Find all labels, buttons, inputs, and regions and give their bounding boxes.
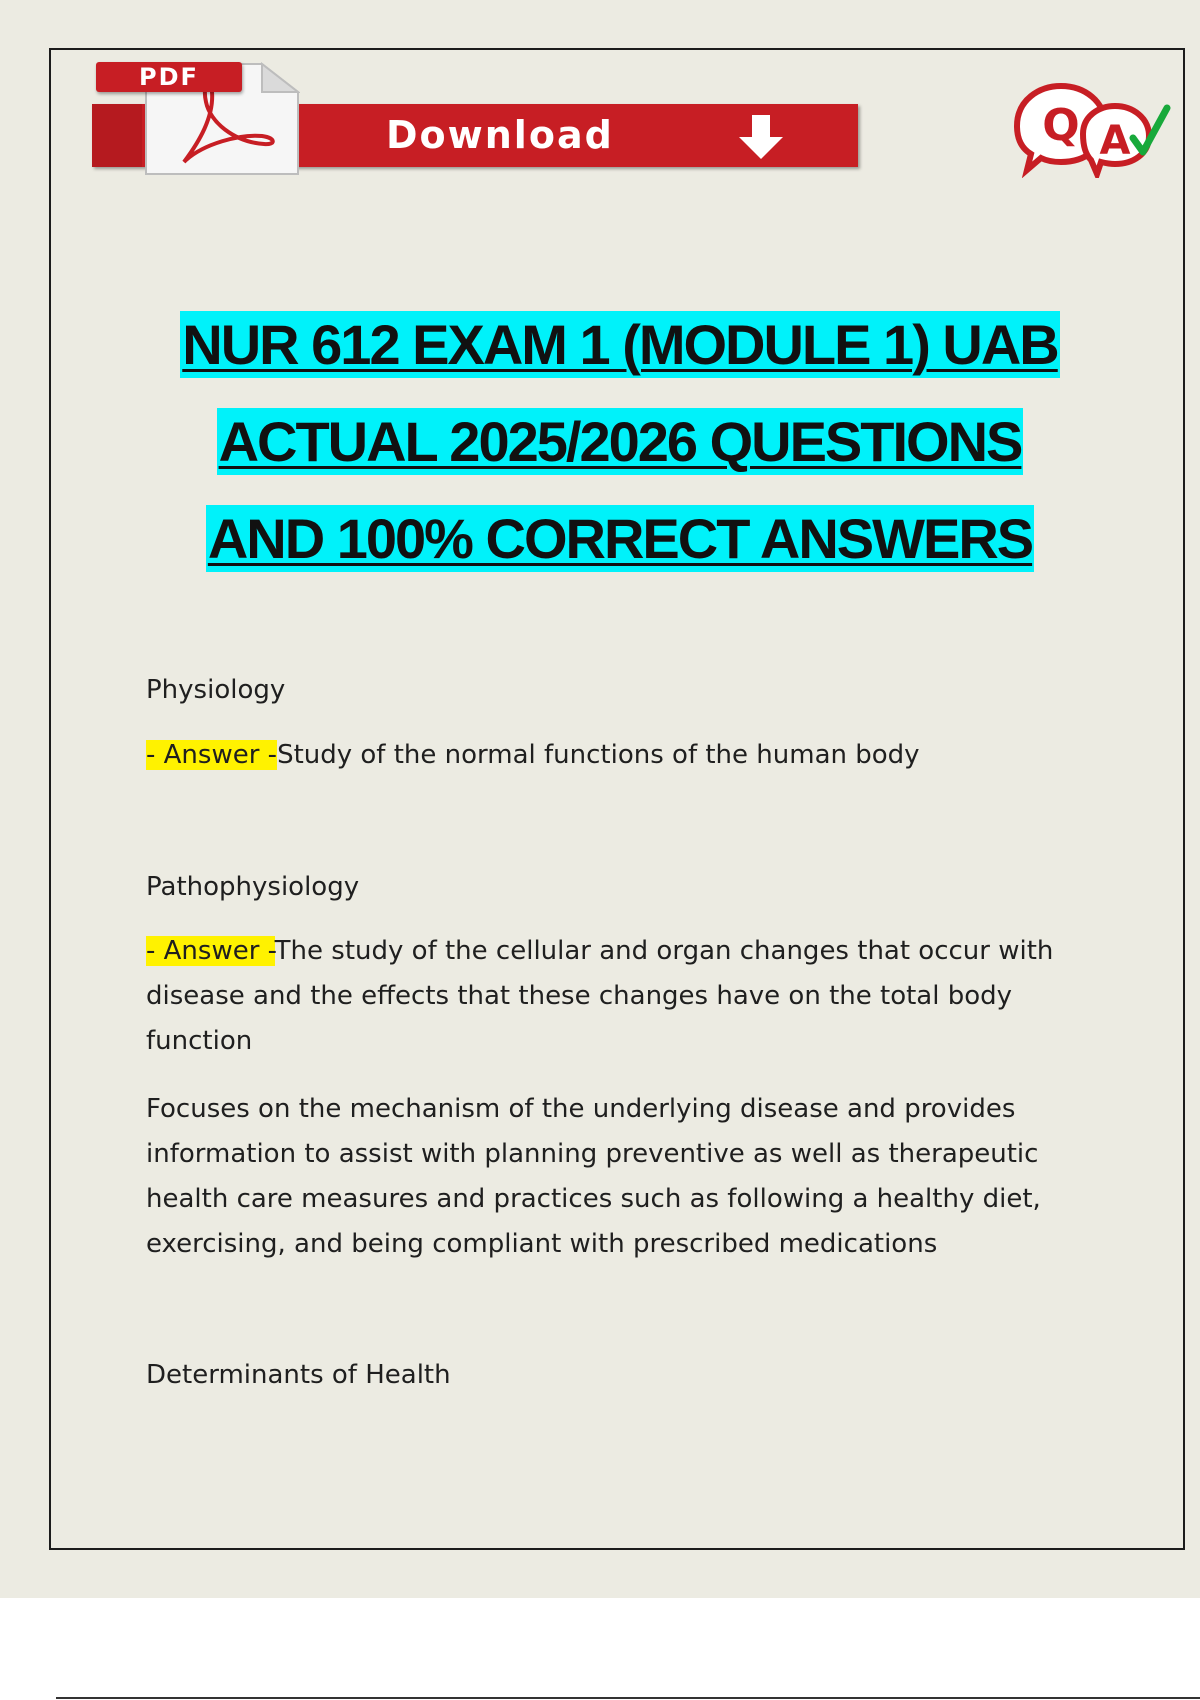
answer-text: The study of the cellular and organ changes that occur with disease and the effects that these changes have on the total body function: [146, 936, 1054, 1056]
title-line-3: AND 100% CORRECT ANSWERS: [207, 507, 1033, 570]
qa-logo-icon: [1005, 78, 1173, 178]
answer-physiology: [146, 733, 1086, 778]
answer-prefix: - Answer -: [146, 936, 275, 966]
term-pathophysiology: Pathophysiology: [146, 872, 360, 902]
term-determinants-of-health: Determinants of Health: [146, 1360, 451, 1390]
term-physiology: Physiology: [146, 675, 286, 705]
download-banner-edge: [92, 104, 142, 167]
answer-text: Study of the normal functions of the human body: [277, 740, 920, 770]
document-title: [0, 296, 1200, 587]
answer-pathophysiology: [146, 929, 1086, 1064]
answer-prefix: - Answer -: [146, 740, 278, 770]
title-line-1: NUR 612 EXAM 1 (MODULE 1) UAB: [182, 313, 1058, 376]
document-frame: [49, 48, 1185, 1550]
page-divider: [56, 1697, 1200, 1699]
download-label[interactable]: Download: [386, 113, 614, 157]
logo-q-letter: Q: [1042, 100, 1080, 151]
pathophysiology-extra: Focuses on the mechanism of the underlying disease and provides information to assist with planning preventive as well as therapeutic health care measures and practices such as following a healthy diet, exercising, and being compliant with prescribed medications: [146, 1094, 1041, 1259]
down-arrow-icon[interactable]: [735, 113, 787, 161]
title-line-2: ACTUAL 2025/2026 QUESTIONS: [218, 410, 1022, 473]
pdf-tab-label: PDF: [96, 62, 242, 92]
logo-a-letter: A: [1099, 118, 1131, 164]
